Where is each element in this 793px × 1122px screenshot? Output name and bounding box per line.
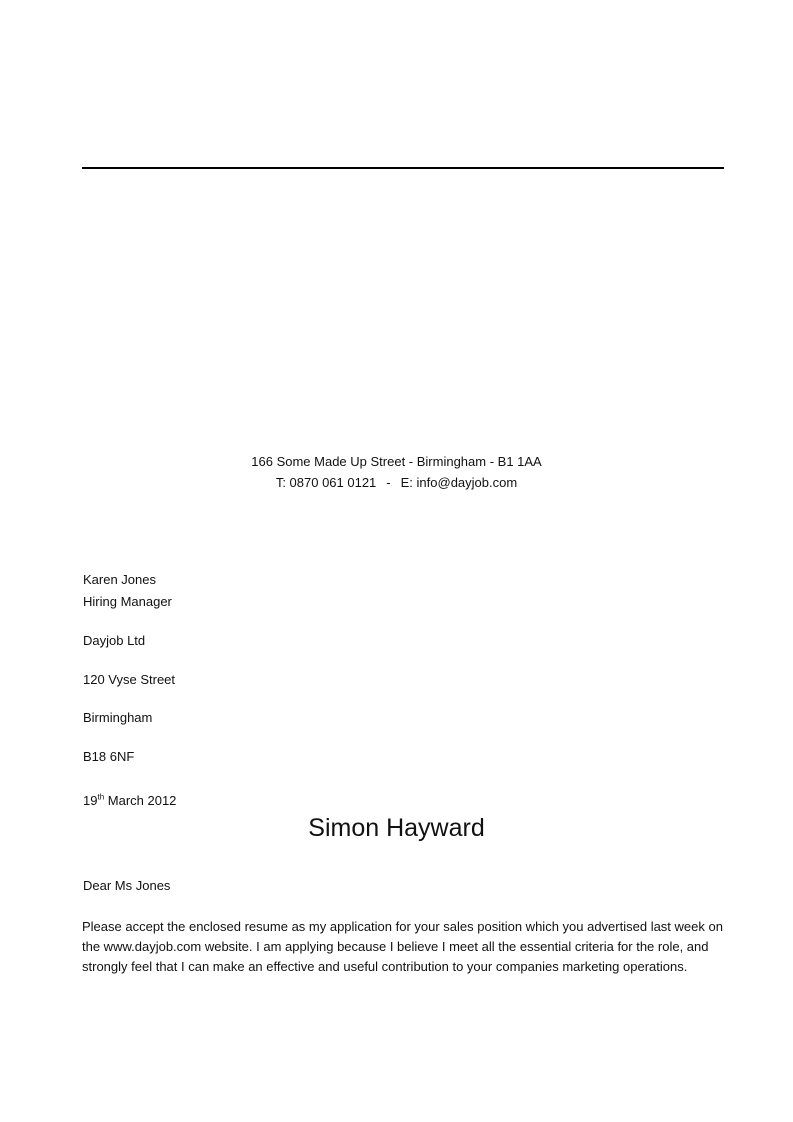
letter-date [83, 793, 176, 808]
salutation: Dear Ms Jones [83, 878, 171, 893]
date-suffix: th [97, 792, 105, 802]
recipient-street: 120 Vyse Street [83, 672, 176, 687]
date-day: 19 [83, 793, 98, 808]
recipient-company: Dayjob Ltd [83, 633, 146, 648]
sender-address: 166 Some Made Up Street - Birmingham - B1 1AA [251, 454, 542, 469]
recipient-postcode: B18 6NF [83, 749, 135, 764]
recipient-title: Hiring Manager [83, 594, 172, 609]
date-rest: March 2012 [107, 793, 177, 808]
body-paragraph: Please accept the enclosed resume as my application for your sales position which you advertised last week on the www.dayjob.com website. I am applying because I believe I meet all the essential criteria for the role, and strongly feel that I can make an effective and useful contribution to your companies marketing operations. [82, 919, 723, 974]
contact-separator: - [386, 475, 391, 490]
email-address: E: info@dayjob.com [400, 475, 518, 490]
header-rule [82, 167, 724, 169]
phone-number: T: 0870 061 0121 [275, 475, 377, 490]
recipient-name: Karen Jones [83, 572, 156, 587]
contact-line [0, 475, 793, 490]
recipient-city: Birmingham [83, 710, 153, 725]
sender-name: Simon Hayward [308, 814, 485, 842]
